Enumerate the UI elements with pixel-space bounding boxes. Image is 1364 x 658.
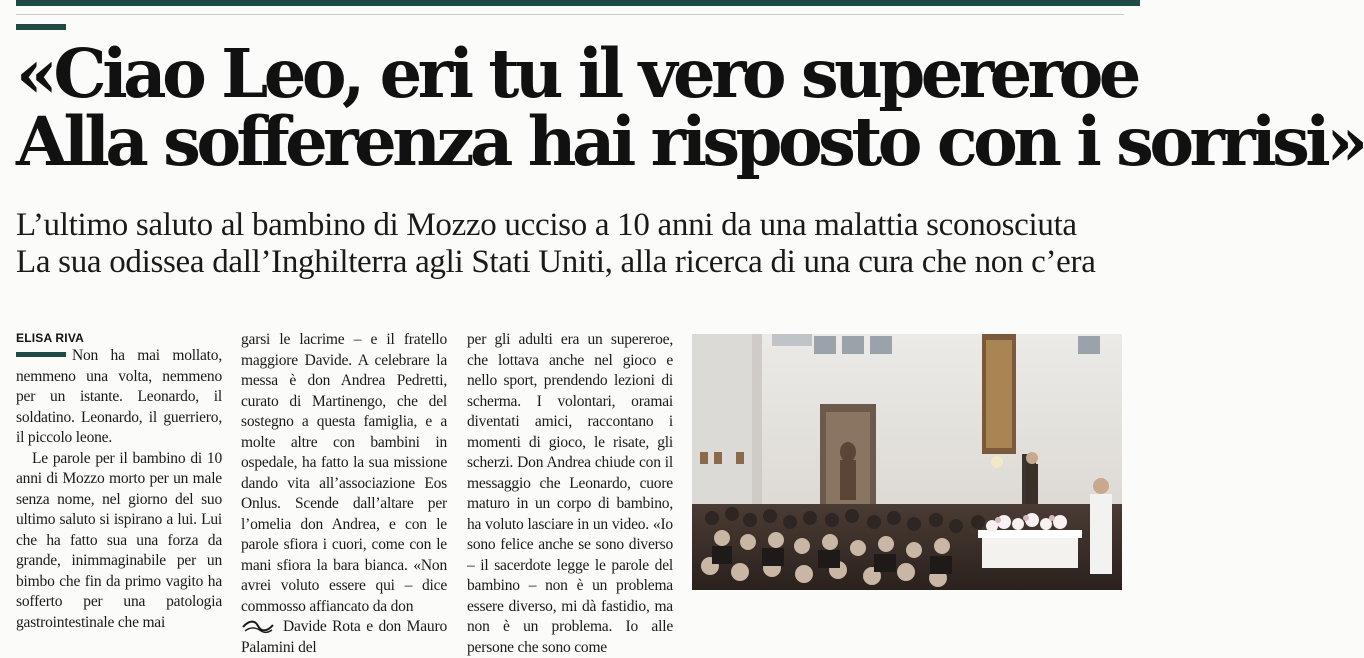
article-column-3 [467,330,673,658]
photo-illustration [692,334,1122,590]
subheadline-line-1: L’ultimo saluto al bambino di Mozzo ucciso a 10 anni da una malattia sconosciuta [16,207,1077,243]
kicker-bar [16,24,66,30]
paragraph-4-text: Davide Rota e don Mauro Palamini del [241,618,447,656]
paragraph-3: garsi le lacrime – e il fratello maggiore Davide. A celebrare la messa è don Andrea Pedretti, curato di Martinengo, che del sostegno a questa famiglia, e a molte altre con bambini in ospedale, ha fatto la sua missione dando vita all’associazione Eos Onlus. Scende dall’altare per l’omelia don Andrea, e con le parole sfiora i cuori, come con le mani sfiora la bara bianca. «Non avrei voluto essere qui – dice commosso affiancato da don [241,331,447,615]
byline-bar [16,352,66,357]
paragraph-1 [16,346,222,449]
paragraph-4 [241,617,447,658]
headline [16,34,1364,181]
top-accent-bar [16,0,1140,6]
subheadline [16,207,1140,281]
article-column-1 [16,330,222,633]
byline: ELISA RIVA [16,331,85,345]
church-funeral-photo [692,334,1122,590]
paragraph-2: Le parole per il bambino di 10 anni di Mozzo morto per un male senza nome, nel giorno del suo ultimo saluto si ispirano a lui. Lui che ha fatto sua una forza da grande, inimmaginabile per un bimbo che fin da primo vagito ha sofferto per una patologia gastrointestinale che mai [16,449,222,631]
header-rule [16,14,1124,15]
ornament-icon [241,618,275,636]
paragraph-5: per gli adulti era un supereroe, che lottava anche nel gioco e nello sport, prendendo lezioni di scherma. I volontari, oramai diventati amici, raccontano i momenti di gioco, le risate, gli scherzi. Don Andrea chiude con il messaggio che Leonardo, cuore maturo in un corpo di bambino, ha voluto lasciare in un video. «Io sono felice anche se sono diverso – il sacerdote legge le parole del bambino – non è un problema essere diverso, mi dà fastidio, ma non è un problema. Io alle persone che sono come [467,331,673,656]
headline-line-2: Alla sofferenza hai risposto con i sorrisi» [16,102,1364,181]
subheadline-line-2: La sua odissea dall’Inghilterra agli Stati Uniti, alla ricerca di una cura che non c’era [16,244,1096,280]
article-column-2 [241,330,447,658]
paragraph-1-text: Non ha mai mollato, nemmeno una volta, nemmeno per un istante. Leonardo, il soldatino. Leonardo, il guerriero, il piccolo leone. [16,347,222,446]
headline-line-1: «Ciao Leo, eri tu il vero supereroe [16,34,1137,113]
